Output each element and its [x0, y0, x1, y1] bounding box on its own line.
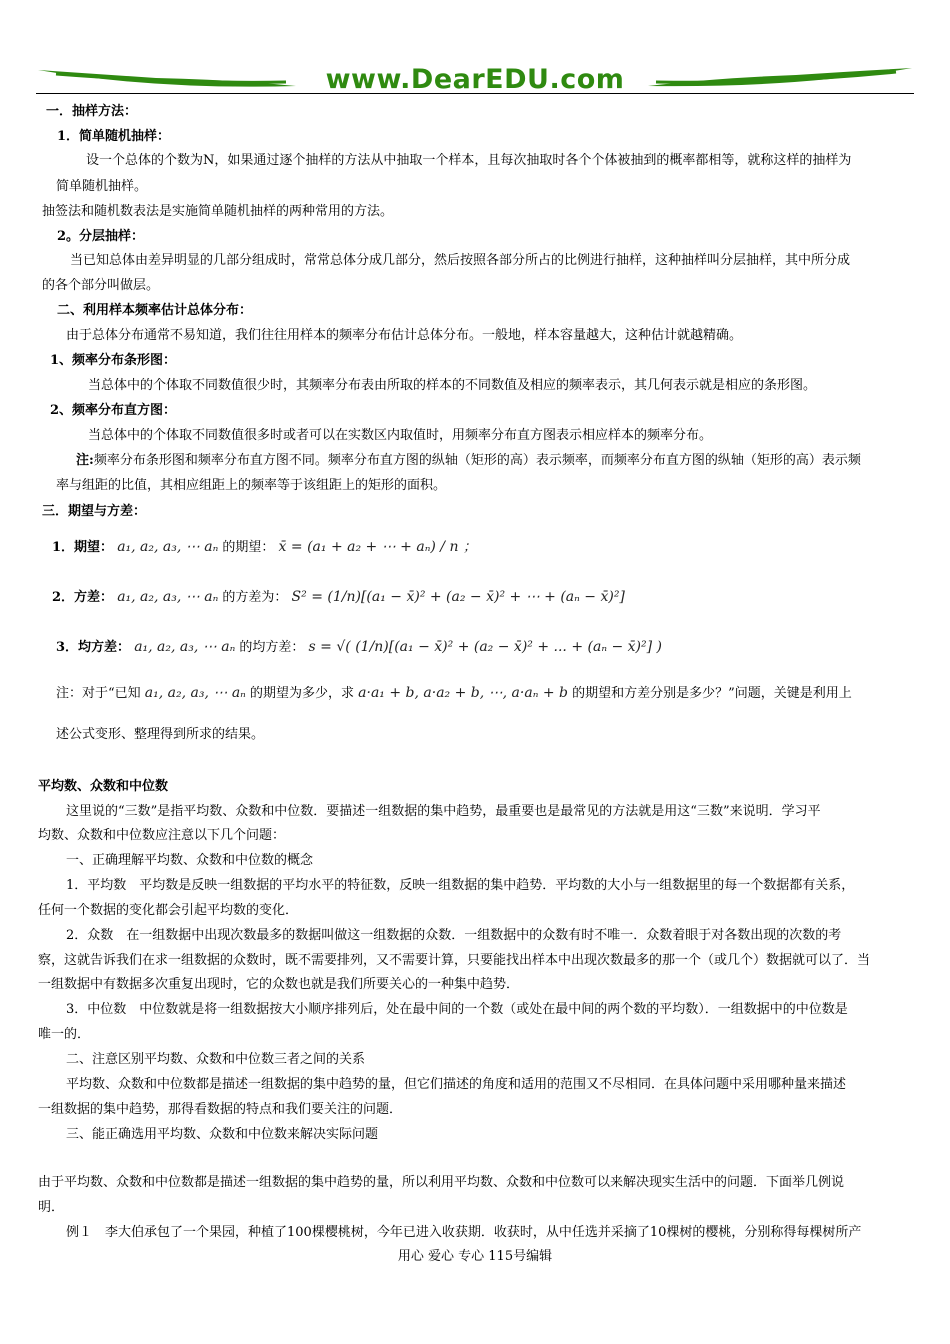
sequence-math: a₁, a₂, a₃, ⋯ aₙ: [117, 539, 219, 555]
paragraph: 当已知总体由差异明显的几部分组成时，常常总体分成几部分，然后按照各部分所占的比例进行抽样，这种抽样叫分层抽样，其中所分成: [70, 253, 851, 268]
subheading: 三、能正确选用平均数、众数和中位数来解决实际问题: [66, 1127, 379, 1142]
variance-formula: S² = (1/n)[(a₁ − x̄)² + (a₂ − x̄)² + ⋯ + (aₙ − x̄)²]: [291, 589, 625, 605]
paragraph: 抽签法和随机数表法是实施简单随机抽样的两种常用的方法。: [42, 204, 394, 219]
paragraph-cont: 的各个部分叫做层。: [42, 278, 160, 293]
note-text: 的期望为多少，求: [250, 686, 355, 701]
paragraph-cont: 一组数据中有数据多次重复出现时，它的众数也就是我们所要关心的一种集中趋势．: [38, 977, 520, 992]
section-1-title: 一．抽样方法：: [46, 104, 138, 119]
formula-std-deviation: [56, 638, 662, 657]
subheading: 一、正确理解平均数、众数和中位数的概念: [66, 853, 314, 868]
paragraph-mean: 1．平均数 平均数是反映一组数据的平均水平的特征数，反映一组数据的集中趋势．平均数的大小与一组数据里的每一个数据都有关系，: [66, 878, 855, 893]
note-paragraph-cont: 率与组距的比值，其相应组距上的频率等于该组距上的矩形的面积。: [56, 478, 447, 493]
paragraph-cont: 明．: [38, 1200, 65, 1215]
paragraph: 由于平均数、众数和中位数都是描述一组数据的集中趋势的量，所以利用平均数、众数和中位数可以来解决现实生活中的问题．下面举几例说: [38, 1175, 845, 1190]
sequence-math: a₁, a₂, a₃, ⋯ aₙ: [117, 589, 219, 605]
note-paragraph-cont: 述公式变形、整理得到所求的结果。: [56, 727, 265, 742]
paragraph-cont: 简单随机抽样。: [56, 179, 148, 194]
subsection-histogram: 2、频率分布直方图：: [50, 403, 177, 418]
paragraph-cont: 一组数据的集中趋势，那得看数据的特点和我们要关注的问题．: [38, 1102, 403, 1117]
item-text: 的均方差：: [239, 640, 305, 655]
note-text: 注：对于“已知: [56, 686, 141, 701]
subsection-simple-random-sampling: 1．简单随机抽样：: [57, 129, 171, 144]
note-text: 的期望和方差分别是多少？”问题，关键是利用上: [572, 686, 852, 701]
note-paragraph: [56, 684, 852, 703]
item-text: 的期望：: [222, 540, 275, 555]
note-text: 频率分布条形图和频率分布直方图不同。频率分布直方图的纵轴（矩形的高）表示频率，而频率分布直方图的纵轴（矩形的高）表示频: [93, 453, 861, 468]
paragraph-cont: 均数、众数和中位数应注意以下几个问题：: [38, 828, 286, 843]
paragraph-mode: 2．众数 在一组数据中出现次数最多的数据叫做这一组数据的众数．一组数据中的众数有时不唯一．众数着眼于对各数出现的次数的考: [66, 928, 842, 943]
paragraph: 这里说的“三数”是指平均数、众数和中位数．要描述一组数据的集中趋势，最重要也是最常见的方法就是用这“三数”来说明．学习平: [66, 804, 821, 819]
paragraph-cont: 任何一个数据的变化都会引起平均数的变化．: [38, 903, 299, 918]
sequence-math: a₁, a₂, a₃, ⋯ aₙ: [134, 639, 236, 655]
paragraph: 当总体中的个体取不同数值很少时，其频率分布表由所取的样本的不同数值及相应的频率表示，其几何表示就是相应的条形图。: [88, 378, 817, 393]
formula-expectation: [52, 538, 477, 557]
section-4-title: 平均数、众数和中位数: [38, 779, 169, 794]
item-label: 3．均方差：: [56, 640, 131, 655]
header-divider: [36, 93, 914, 94]
item-text: 的方差为：: [222, 590, 288, 605]
sequence-math: a₁, a₂, a₃, ⋯ aₙ: [144, 685, 246, 701]
item-label: 2．方差：: [52, 590, 114, 605]
paragraph: 由于总体分布通常不易知道，我们往往用样本的频率分布估计总体分布。一般地，样本容量越大，这种估计就越精确。: [66, 328, 743, 343]
paragraph-median: 3．中位数 中位数就是将一组数据按大小顺序排列后，处在最中间的一个数（或处在最中间的两个数的平均数）．一组数据中的中位数是: [66, 1002, 848, 1017]
subheading: 二、注意区别平均数、众数和中位数三者之间的关系: [66, 1052, 366, 1067]
expectation-formula: x̄ = (a₁ + a₂ + ⋯ + aₙ) / n ；: [278, 539, 477, 555]
note-paragraph: [76, 452, 861, 470]
paragraph: 平均数、众数和中位数都是描述一组数据的集中趋势的量，但它们描述的角度和适用的范围又不尽相同．在具体问题中采用哪种量来描述: [66, 1077, 847, 1092]
paragraph: 设一个总体的个数为N，如果通过逐个抽样的方法从中抽取一个样本，且每次抽取时各个个体被抽到的概率都相等，就称这样的抽样为: [86, 153, 852, 168]
paragraph-cont: 察，这就告诉我们在求一组数据的众数时，既不需要排列，又不需要计算，只要能找出样本中出现次数最多的那一个（或几个）数据就可以了．当: [38, 953, 871, 968]
subsection-stratified-sampling: 2。分层抽样：: [57, 229, 145, 244]
site-logo-text: www.DearEDU.com: [325, 64, 625, 95]
site-header-banner: [36, 60, 914, 100]
subsection-bar-chart: 1、频率分布条形图：: [50, 353, 177, 368]
paragraph-cont: 唯一的．: [38, 1027, 91, 1042]
std-deviation-formula: s = √( (1/n)[(a₁ − x̄)² + (a₂ − x̄)² + ... + (aₙ − x̄)²] ): [308, 639, 662, 655]
example-paragraph: 例１ 李大伯承包了一个果园，种植了100棵樱桃树，今年已进入收获期．收获时，从中任选并采摘了10棵树的樱桃，分别称得每棵树所产: [66, 1225, 862, 1240]
section-2-title: 二、利用样本频率估计总体分布：: [57, 303, 253, 318]
formula-variance: [52, 588, 625, 607]
paragraph: 当总体中的个体取不同数值很多时或者可以在实数区内取值时，用频率分布直方图表示相应样本的频率分布。: [88, 428, 713, 443]
note-label: 注:: [76, 453, 94, 468]
item-label: 1．期望：: [52, 540, 114, 555]
linear-transform-math: a·a₁ + b, a·a₂ + b, ⋯, a·aₙ + b: [358, 685, 568, 701]
page-footer: 用心 爱心 专心 115号编辑: [397, 1249, 553, 1264]
section-3-title: 三．期望与方差：: [42, 504, 147, 519]
